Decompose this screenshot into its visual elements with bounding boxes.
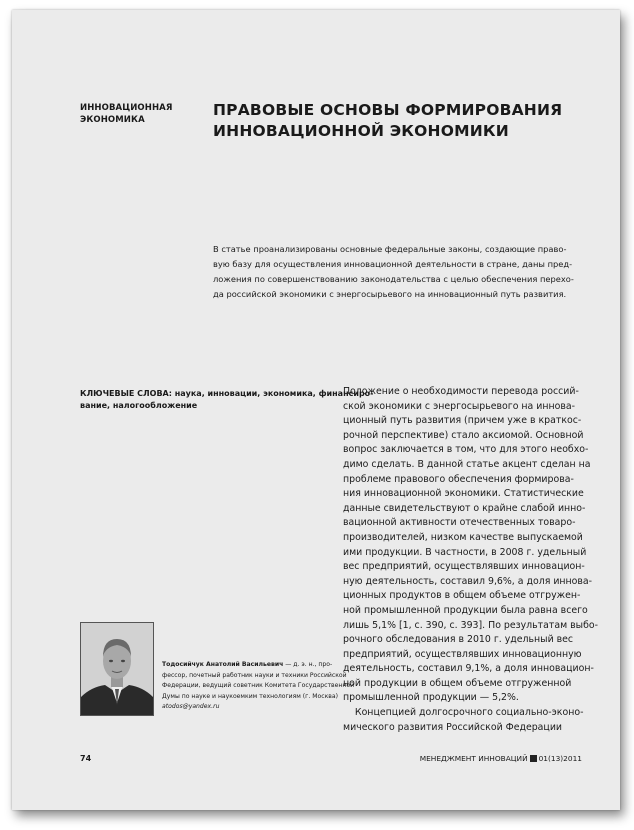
portrait-image	[81, 623, 153, 715]
body-line: вационной активности отечественных товаро-	[343, 517, 576, 529]
abstract-line: вую базу для осуществления инновационной деятельности в стране, даны пред-	[213, 259, 573, 269]
body-line: лишь 5,1% [1, с. 390, с. 393]. По результатам выбо-	[343, 619, 598, 631]
body-line: деятельность, составил 9,1%, а доля инновацион-	[343, 663, 594, 675]
body-line: промышленной продукции — 5,2%.	[343, 692, 519, 704]
body-line: вес предприятий, осуществлявших инновацион-	[343, 561, 585, 573]
body-line: ной продукции в общем объеме отгруженной	[343, 677, 572, 689]
body-line: ния инновационной экономики. Статистические	[343, 488, 584, 500]
abstract-line: В статье проанализированы основные федеральные законы, создающие право-	[213, 244, 567, 254]
author-name: Тодосийчук Анатолий Васильевич	[162, 661, 284, 668]
body-line: вопрос заключается в том, что для этого необхо-	[343, 444, 589, 456]
author-line: Федерации, ведущий советник Комитета Государственной	[162, 682, 355, 689]
section-label-line: ИННОВАЦИОННАЯ	[80, 103, 173, 113]
body-line: ими продукции. В частности, в 2008 г. удельный	[343, 546, 587, 558]
body-line: производителей, низком качестве выпускаемой	[343, 531, 583, 543]
title-line: ИННОВАЦИОННОЙ ЭКОНОМИКИ	[213, 122, 509, 140]
author-line: Думы по науке и наукоемким технологиям (г. Москва)	[162, 692, 338, 700]
author-line: фессор, почетный работник науки и техники Российской	[162, 671, 347, 679]
keywords	[80, 388, 374, 412]
journal-issue: 01(13)2011	[538, 754, 582, 763]
section-label-line: ЭКОНОМИКА	[80, 115, 145, 125]
section-label	[80, 102, 190, 126]
body-line: данные свидетельствуют о крайне слабой инно-	[343, 502, 586, 514]
body-line: рочной перспективе) стало аксиомой. Основной	[343, 429, 584, 441]
keywords-line: вание, налогообложение	[80, 401, 198, 410]
article-body	[343, 385, 603, 735]
keywords-line: КЛЮЧЕВЫЕ СЛОВА: наука, инновации, экономика, финансиро-	[80, 389, 374, 398]
body-line: мического развития Российской Федерации	[343, 721, 562, 733]
square-separator-icon	[530, 755, 537, 762]
body-line: рочного обследования в 2010 г. удельный вес	[343, 634, 574, 646]
body-line: предприятий, осуществлявших инновационную	[343, 648, 582, 660]
author-photo	[80, 622, 154, 716]
journal-page	[12, 10, 620, 810]
body-line: ную деятельность, составил 9,6%, а доля иннова-	[343, 575, 593, 587]
page-number: 74	[80, 754, 92, 763]
author-line	[162, 660, 337, 671]
body-line: ной промышленной продукции была равна всего	[343, 604, 588, 616]
body-line: проблеме правового обеспечения формирова-	[343, 473, 574, 485]
body-line: ционных продуктов в общем объеме отгружен-	[343, 590, 581, 602]
article-title	[213, 100, 603, 142]
body-line: Концепцией долгосрочного социально-эконо-	[343, 707, 584, 719]
body-line: ской экономики с энергосырьевого на иннова-	[343, 400, 576, 412]
body-line: димо сделать. В данной статье акцент сделан на	[343, 458, 591, 470]
author-email[interactable]: atodos@yandex.ru	[162, 703, 220, 710]
journal-name: МЕНЕДЖМЕНТ ИННОВАЦИЙ	[419, 754, 528, 763]
author-info	[162, 660, 355, 713]
abstract-line: да российской экономики с энергосырьевого на инновационный путь развития.	[213, 289, 567, 299]
article-abstract	[213, 242, 597, 302]
author-degree: — д. э. н., про-	[283, 661, 333, 668]
title-line: ПРАВОВЫЕ ОСНОВЫ ФОРМИРОВАНИЯ	[213, 101, 563, 119]
body-line: ционный путь развития (причем уже в краткос-	[343, 415, 582, 427]
journal-footer	[420, 754, 582, 763]
abstract-line: ложения по совершенствованию законодательства с целью обеспечения перехо-	[213, 274, 574, 284]
body-line: Положение о необходимости перевода россий-	[343, 386, 579, 397]
